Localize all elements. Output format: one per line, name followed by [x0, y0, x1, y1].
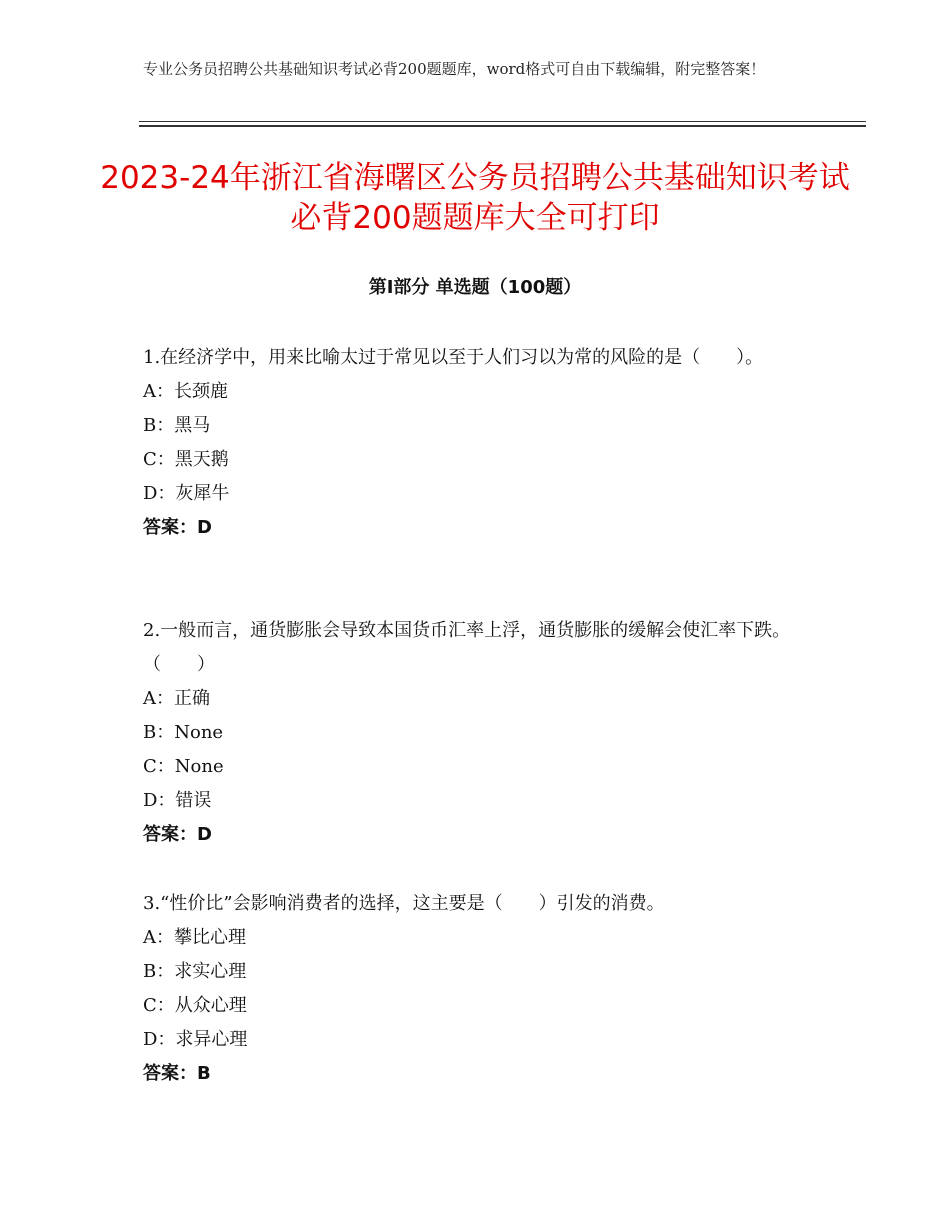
answer-line: 答案：B — [143, 1063, 211, 1084]
document-title: 2023-24年浙江省海曙区公务员招聘公共基础知识考试必背200题题库大全可打印 — [100, 160, 850, 236]
header-note: 专业公务员招聘公共基础知识考试必背200题题库，word格式可自由下载编辑，附完整答案！ — [143, 60, 766, 78]
option-a: A：正确 — [143, 688, 210, 709]
option-c: C：黑天鹅 — [143, 449, 229, 470]
question-stem: 3.“性价比”会影响消费者的选择，这主要是（ ）引发的消费。 — [143, 893, 665, 914]
option-c: C：None — [143, 756, 224, 777]
question-stem: 1.在经济学中，用来比喻太过于常见以至于人们习以为常的风险的是（ ）。 — [143, 347, 764, 368]
question-1 — [143, 341, 823, 545]
option-d: D：错误 — [143, 790, 212, 811]
option-a: A：攀比心理 — [143, 927, 246, 948]
option-a: A：长颈鹿 — [143, 381, 228, 402]
option-d: D：灰犀牛 — [143, 483, 230, 504]
question-3 — [143, 887, 823, 1091]
option-b: B：求实心理 — [143, 961, 247, 982]
section-heading: 第Ⅰ部分 单选题（100题） — [368, 277, 582, 298]
question-stem: 2.一般而言，通货膨胀会导致本国货币汇率上浮，通货膨胀的缓解会使汇率下跌。（ ） — [143, 620, 791, 675]
question-2 — [143, 614, 823, 852]
option-c: C：从众心理 — [143, 995, 247, 1016]
option-b: B：黑马 — [143, 415, 211, 436]
header-rule-thick — [139, 125, 866, 127]
option-b: B：None — [143, 722, 224, 743]
option-d: D：求异心理 — [143, 1029, 248, 1050]
header-rule-thin — [139, 121, 866, 122]
answer-line: 答案：D — [143, 517, 212, 538]
answer-line: 答案：D — [143, 824, 212, 845]
